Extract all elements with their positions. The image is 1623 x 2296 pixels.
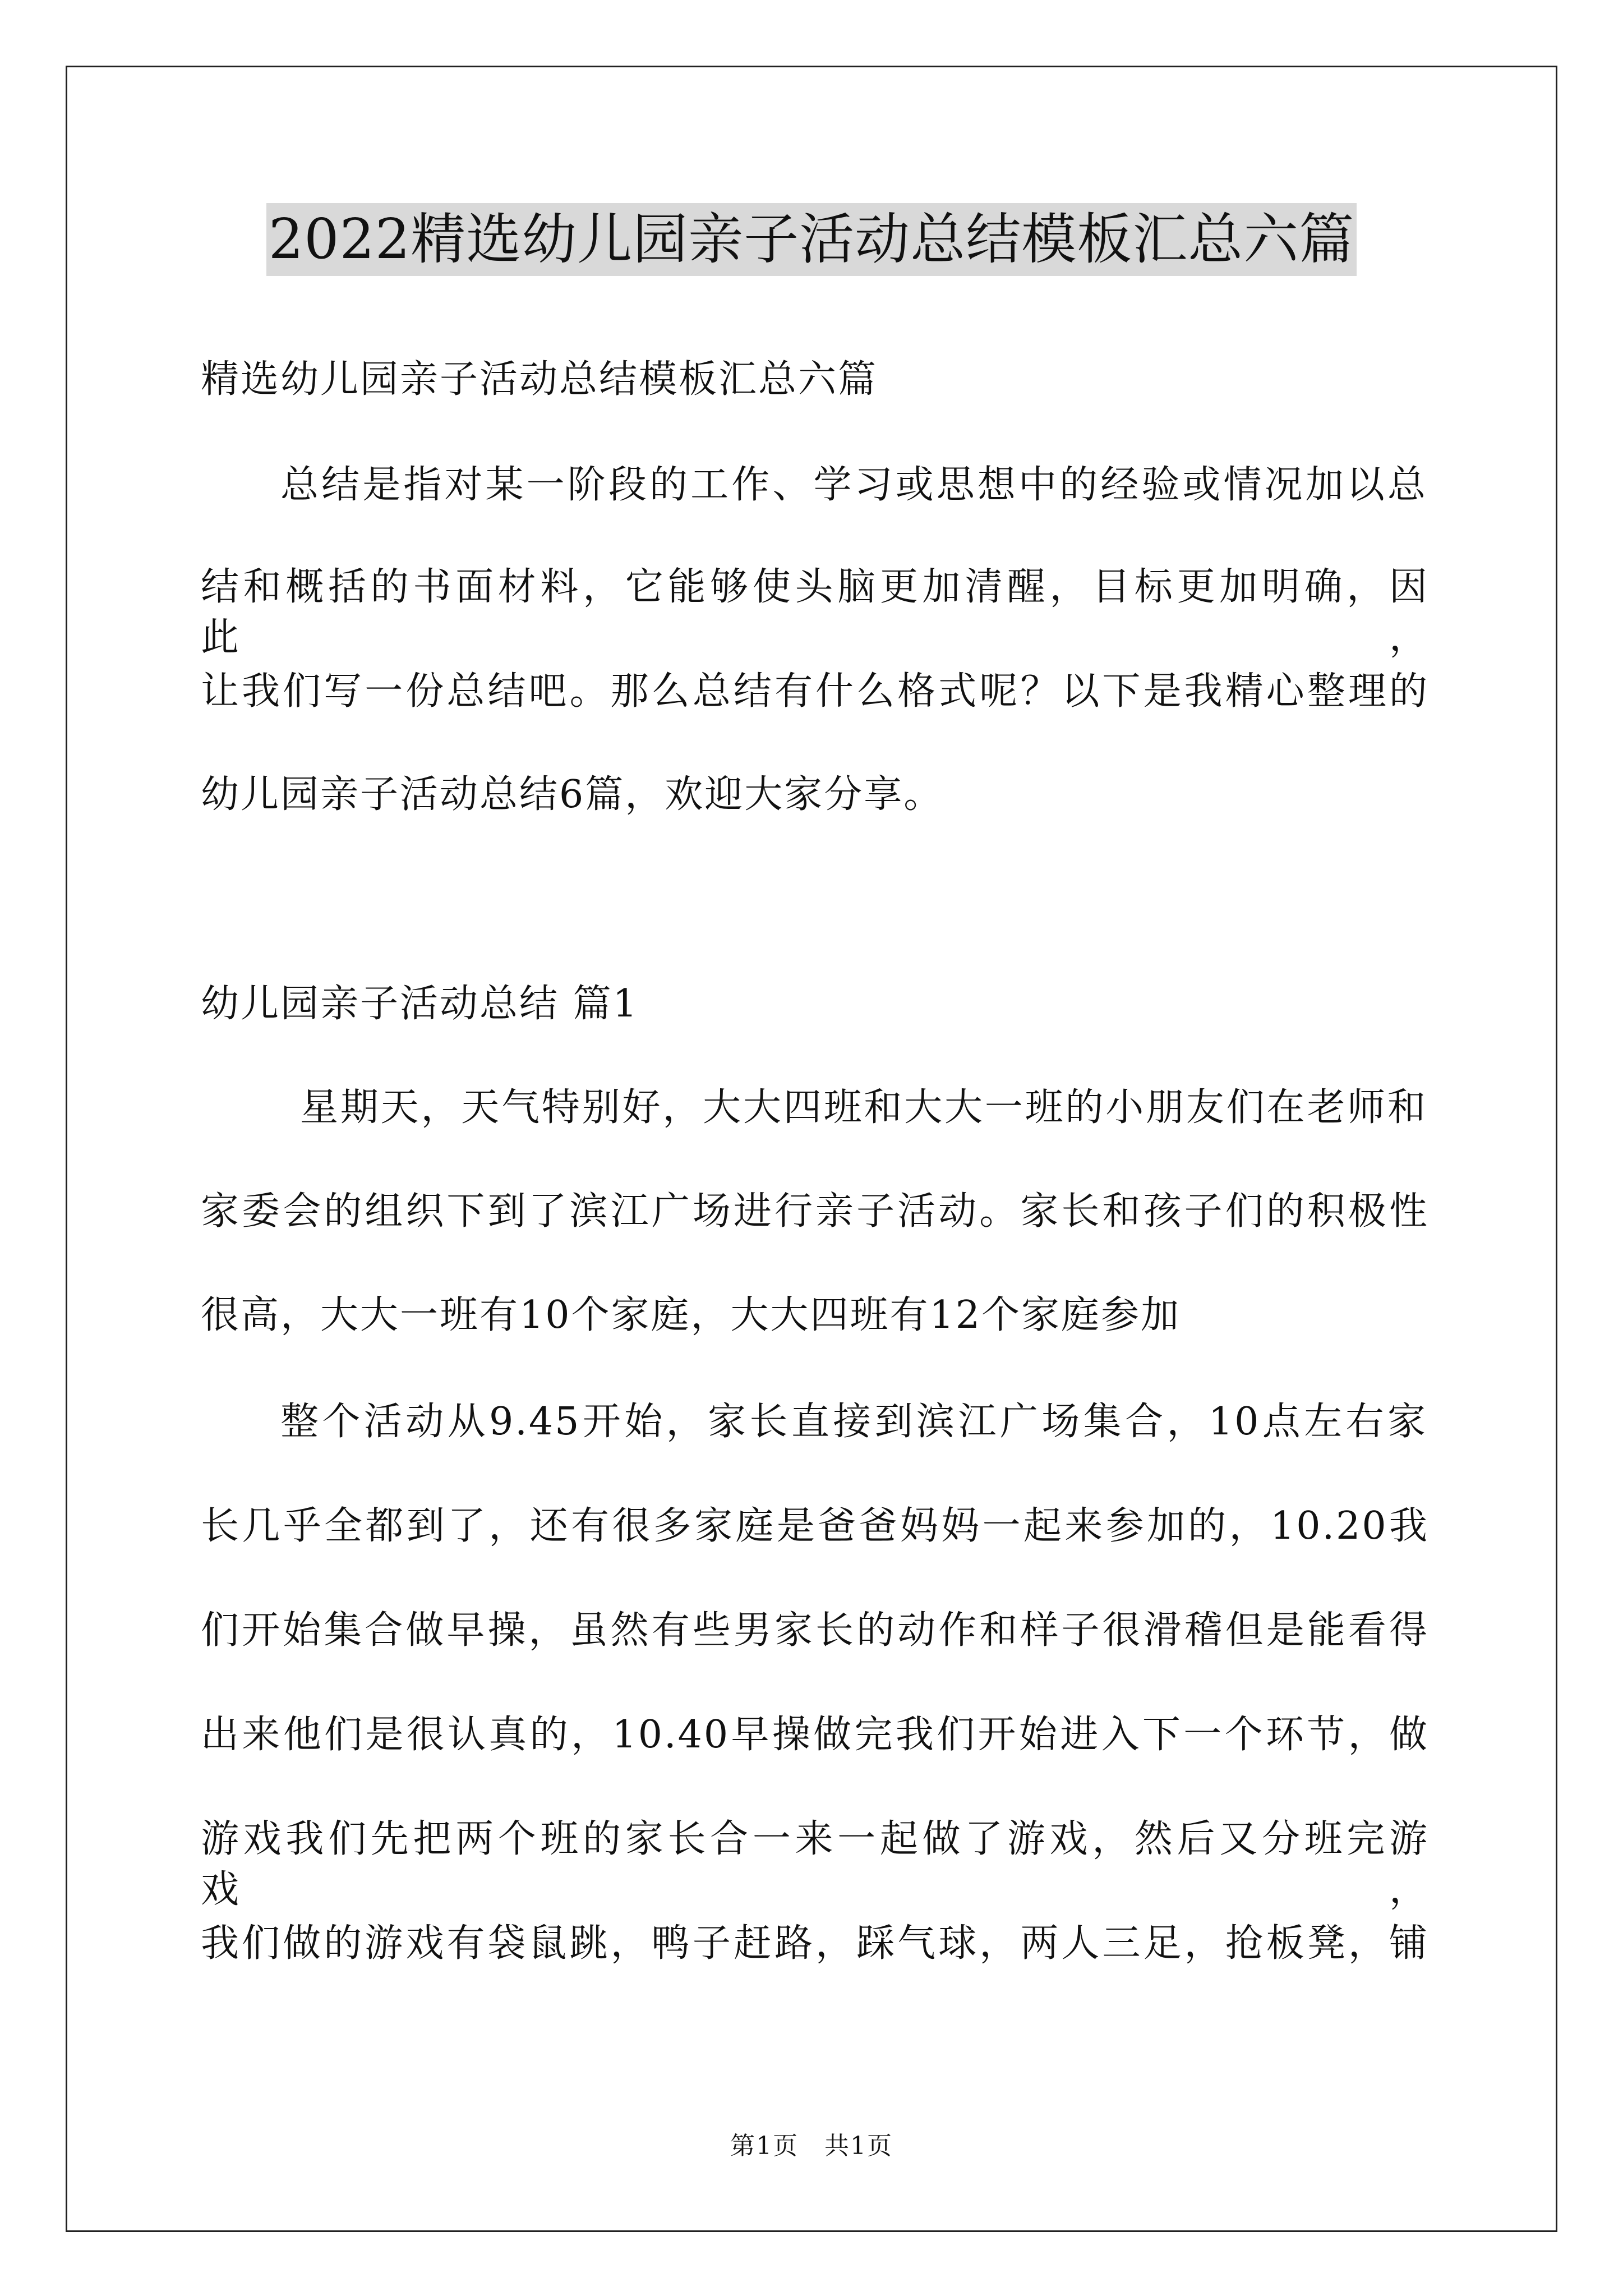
para2-line-4: 出来他们是很认真的，10.40早操做完我们开始进入下一个环节，做 [201,1713,1429,1757]
document-subtitle: 精选幼儿园亲子活动总结模板汇总六篇 [201,357,878,402]
document-title: 2022精选幼儿园亲子活动总结模板汇总六篇 [266,203,1357,276]
intro-line-1: 总结是指对某一阶段的工作、学习或思想中的经验或情况加以总 [280,463,1427,507]
para2-line-2: 长几乎全都到了，还有很多家庭是爸爸妈妈一起来参加的，10.20我 [201,1504,1430,1548]
page-footer: 第1页 共1页 [730,2132,893,2160]
intro-line-3: 让我们写一份总结吧。那么总结有什么格式呢？以下是我精心整理的 [201,669,1429,714]
intro-line-4: 幼儿园亲子活动总结6篇，欢迎大家分享。 [201,772,944,817]
para2-line-3: 们开始集合做早操，虽然有些男家长的动作和样子很滑稽但是能看得 [201,1608,1429,1653]
para1-line-3: 很高，大大一班有10个家庭，大大四班有12个家庭参加 [201,1293,1181,1337]
intro-line-2: 结和概括的书面材料，它能够使头脑更加清醒，目标更加明确，因此， [201,565,1429,660]
para2-line-5: 游戏我们先把两个班的家长合一来一起做了游戏，然后又分班完游戏， [201,1817,1429,1912]
title-container [0,203,1623,276]
para1-line-1: 星期天，天气特别好，大大四班和大大一班的小朋友们在老师和 [300,1085,1427,1130]
section-heading: 幼儿园亲子活动总结 篇1 [201,982,639,1026]
para1-line-2: 家委会的组织下到了滨江广场进行亲子活动。家长和孩子们的积极性 [201,1189,1429,1234]
para2-line-6: 我们做的游戏有袋鼠跳，鸭子赶路，踩气球，两人三足，抢板凳，铺 [201,1921,1429,1966]
para2-line-1: 整个活动从9.45开始，家长直接到滨江广场集合，10点左右家 [280,1400,1427,1444]
